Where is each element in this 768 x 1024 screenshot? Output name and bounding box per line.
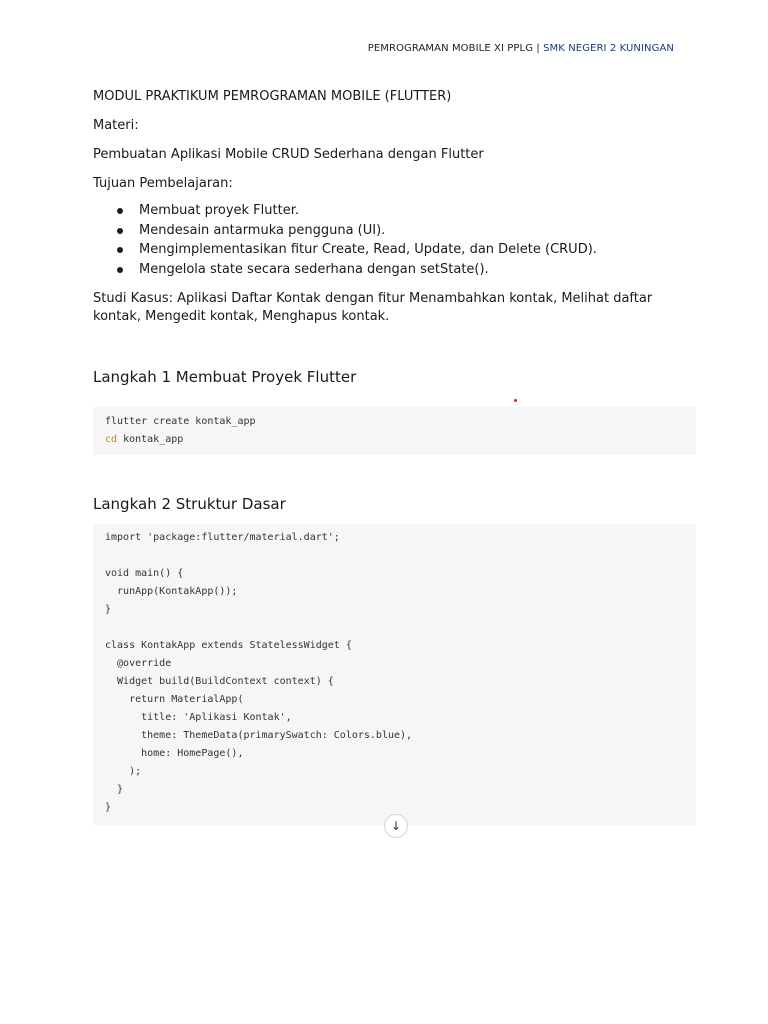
red-dot-mark	[514, 399, 517, 402]
materi-text: Pembuatan Aplikasi Mobile CRUD Sederhana dengan Flutter	[93, 147, 484, 162]
code-block-step2	[93, 524, 696, 826]
list-item: Mengelola state secara sederhana dengan setState().	[93, 260, 693, 280]
code-line: return MaterialApp(	[105, 694, 244, 705]
code-line: }	[105, 604, 112, 615]
code-block-step1	[93, 407, 696, 455]
code-line: }	[105, 784, 124, 795]
list-item: Mengimplementasikan fitur Create, Read, Update, dan Delete (CRUD).	[93, 240, 693, 260]
list-item: Membuat proyek Flutter.	[93, 201, 693, 221]
code-line: class KontakApp extends StatelessWidget {	[105, 640, 352, 651]
arrow-down-icon: ↓	[390, 819, 402, 833]
code-line: Widget build(BuildContext context) {	[105, 676, 334, 687]
step1-heading: Langkah 1 Membuat Proyek Flutter	[93, 368, 357, 386]
document-title: MODUL PRAKTIKUM PEMROGRAMAN MOBILE (FLUTTER)	[93, 89, 452, 104]
code-line	[105, 547, 696, 565]
document-body	[93, 88, 693, 337]
tujuan-label: Tujuan Pembelajaran:	[93, 176, 233, 191]
studi-kasus-text: Studi Kasus: Aplikasi Daftar Kontak dengan fitur Menambahkan kontak, Melihat daftar kontak, Mengedit kontak, Menghapus kontak.	[93, 291, 653, 324]
scroll-down-button[interactable]	[384, 814, 408, 838]
code-line: }	[105, 802, 112, 813]
page-header	[368, 43, 674, 54]
code-line: runApp(KontakApp());	[105, 586, 238, 597]
code-line: home: HomePage(),	[105, 748, 244, 759]
header-school: SMK NEGERI 2 KUNINGAN	[543, 43, 674, 54]
step2-heading: Langkah 2 Struktur Dasar	[93, 495, 286, 513]
code-line: import 'package:flutter/material.dart';	[105, 532, 340, 543]
materi-label: Materi:	[93, 118, 139, 133]
code-line: theme: ThemeData(primarySwatch: Colors.blue),	[105, 730, 413, 741]
list-item: Mendesain antarmuka pengguna (UI).	[93, 221, 693, 241]
header-course: PEMROGRAMAN MOBILE XI PPLG |	[367, 43, 544, 54]
code-line: );	[105, 766, 142, 777]
tujuan-list	[93, 201, 693, 279]
code-line: flutter create kontak_app	[105, 416, 256, 427]
code-line: cd kontak_app	[105, 434, 184, 445]
code-line	[105, 619, 696, 637]
code-line: @override	[105, 658, 172, 669]
code-line: title: 'Aplikasi Kontak',	[105, 712, 292, 723]
code-line: void main() {	[105, 568, 184, 579]
